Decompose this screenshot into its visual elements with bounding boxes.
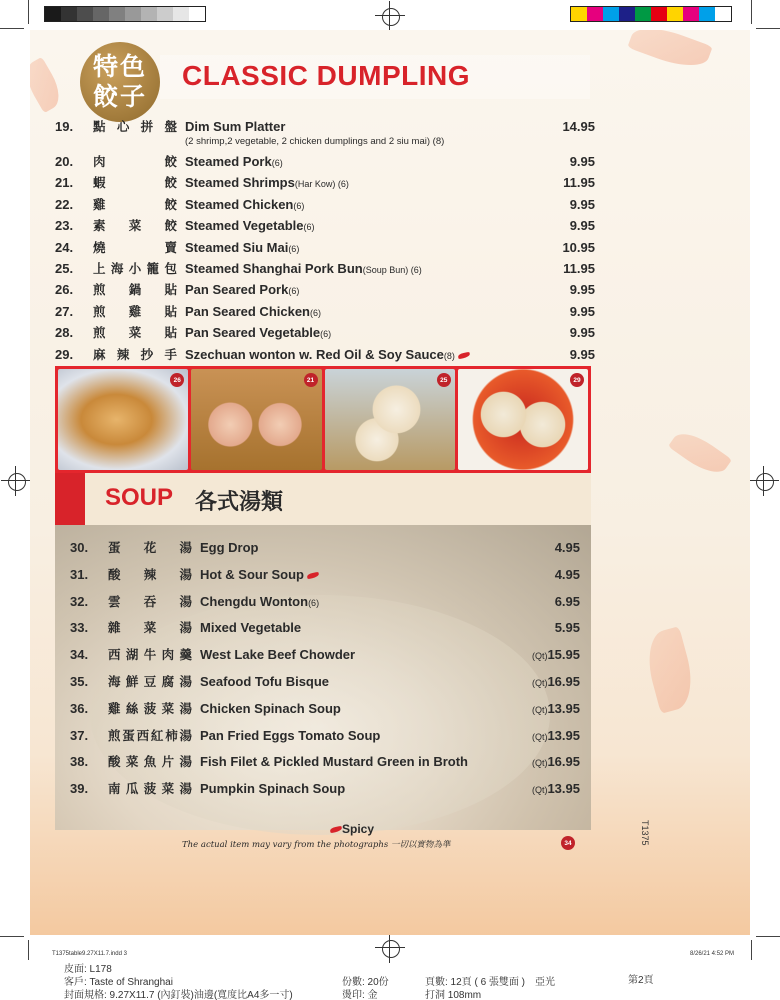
crop-mark [751, 940, 752, 960]
spicy-legend-label: Spicy [342, 822, 375, 836]
item-name-en [200, 594, 500, 609]
item-price: 9.95 [569, 196, 595, 212]
chili-icon [457, 351, 470, 358]
item-price-value: 4.95 [554, 540, 580, 555]
item-number: 22. [55, 196, 74, 212]
menu-item-row [55, 117, 595, 152]
gray-swatch [45, 7, 61, 21]
gray-swatch [141, 7, 157, 21]
item-name-en-text: Pan Seared Chicken [185, 303, 310, 319]
badge-line-2: 餃子 [92, 82, 147, 111]
slug-datetime: 8/26/21 4:52 PM [690, 951, 735, 957]
menu-item-row [55, 195, 595, 216]
item-number: 33. [70, 620, 89, 636]
item-name-en-text: Mixed Vegetable [200, 620, 302, 636]
photo-item-tag: 21 [304, 373, 318, 387]
menu-item-row [55, 152, 595, 173]
item-name-en [200, 620, 500, 635]
gray-swatch [93, 7, 109, 21]
page-number-marker: 34 [561, 836, 575, 850]
petal-decoration [30, 57, 67, 113]
item-price [500, 674, 580, 689]
photo-shanghai-pork-bun [325, 369, 455, 470]
item-name-zh: 蝦 餃 [93, 175, 177, 191]
item-price: 9.95 [569, 346, 595, 362]
gray-swatch [189, 7, 205, 21]
item-name-zh: 燒 賣 [93, 239, 177, 255]
crop-mark [756, 28, 780, 29]
quart-label: (Qt) [531, 704, 548, 715]
item-note: (6) [288, 286, 300, 297]
color-swatch [603, 7, 619, 21]
item-name-en-text: Egg Drop [200, 540, 259, 555]
item-price [500, 781, 580, 796]
soup-item-row [70, 779, 580, 806]
item-price: 9.95 [569, 218, 595, 234]
item-name-en-text: Pumpkin Spinach Soup [200, 781, 346, 797]
petal-decoration [640, 626, 699, 714]
soup-section-banner [55, 473, 591, 525]
color-swatch [683, 7, 699, 21]
item-name-en [185, 197, 535, 212]
item-note: (Soup Bun) (6) [362, 264, 422, 275]
slug-pages: 頁數: 12頁 ( 6 張雙面 ) 亞光 [425, 977, 556, 988]
item-name-zh: 肉 餃 [93, 154, 177, 169]
section-title-soup: SOUP [105, 484, 174, 511]
item-price-value: 16.95 [547, 754, 580, 770]
gray-swatch [173, 7, 189, 21]
item-price: 14.95 [562, 119, 595, 134]
color-swatch [715, 7, 731, 21]
item-name-en [185, 175, 535, 190]
crop-mark [751, 0, 752, 24]
registration-mark-top [375, 1, 405, 31]
color-swatch [651, 7, 667, 21]
soup-item-row [70, 672, 580, 699]
item-note: (Har Kow) (6) [294, 179, 349, 190]
job-code: T1375 [640, 820, 650, 846]
quart-label: (Qt) [531, 758, 548, 769]
photo-pan-seared-pork [58, 369, 188, 470]
menu-item-row [55, 302, 595, 323]
item-name-en [185, 154, 535, 169]
item-name-en [200, 567, 500, 582]
item-name-zh: 煎蛋西紅柿湯 [108, 727, 192, 743]
item-number: 29. [55, 346, 74, 362]
dumpling-photo-strip [55, 366, 591, 473]
menu-item-row [55, 173, 595, 194]
gray-color-bar [44, 6, 206, 22]
item-name-en [185, 240, 535, 255]
item-note: (6) [293, 200, 305, 211]
photo-szechuan-wonton [458, 369, 588, 470]
gray-swatch [157, 7, 173, 21]
item-price: 10.95 [562, 239, 595, 255]
item-name-en-text: Steamed Vegetable [185, 218, 304, 234]
item-number: 38. [70, 754, 89, 770]
item-name-en-text: Steamed Shanghai Pork Bun [185, 260, 363, 276]
item-price: 9.95 [569, 325, 595, 341]
item-name-zh: 麻辣抄手 [93, 346, 177, 362]
item-name-zh: 海鮮豆腐湯 [108, 673, 192, 689]
item-name-zh: 酸菜魚片湯 [108, 754, 192, 770]
item-price-value: 13.95 [547, 727, 580, 743]
item-price-value: 13.95 [547, 781, 580, 797]
spicy-legend [327, 822, 374, 836]
soup-item-row [70, 592, 580, 619]
menu-item-row [55, 259, 595, 280]
item-price: 11.95 [563, 260, 595, 276]
item-price [500, 540, 580, 555]
item-number: 20. [55, 154, 74, 169]
item-number: 21. [55, 175, 74, 191]
item-number: 30. [70, 540, 89, 555]
item-name-en [185, 325, 535, 340]
menu-item-row [55, 323, 595, 344]
item-name-en [200, 647, 500, 662]
item-name-en-text: Seafood Tofu Bisque [200, 673, 330, 689]
slug-filename: T1375table9.27X11.7.indd 3 [52, 951, 127, 957]
item-price: 9.95 [569, 282, 595, 298]
color-swatch [571, 7, 587, 21]
item-number: 27. [55, 303, 74, 319]
item-price-value: 6.95 [554, 593, 580, 609]
item-name-en-text: Steamed Shrimps [185, 175, 295, 191]
gray-swatch [109, 7, 125, 21]
color-swatch [587, 7, 603, 21]
item-note: (6) [288, 243, 300, 254]
gray-swatch [125, 7, 141, 21]
crop-mark [756, 936, 780, 937]
item-name-en [200, 781, 500, 796]
registration-mark-left [1, 466, 31, 496]
registration-mark-bottom [375, 933, 405, 963]
item-name-zh: 酸辣湯 [108, 566, 192, 582]
photo-disclaimer: The actual item may vary from the photographs 一切以實物為準 [182, 840, 451, 850]
chili-icon [307, 572, 320, 579]
item-name-zh: 雲吞湯 [108, 593, 192, 609]
slug-page-label: 皮面: L178 [64, 964, 112, 975]
photo-steamed-shrimps [191, 369, 321, 470]
item-name-en [185, 261, 535, 276]
item-number: 39. [70, 781, 89, 797]
section-title-dumpling: CLASSIC DUMPLING [182, 60, 470, 91]
petal-decoration [627, 30, 712, 75]
item-name-en [200, 701, 500, 716]
item-name-en [200, 540, 500, 555]
item-name-zh: 煎菜貼 [93, 325, 177, 341]
crop-mark [28, 0, 29, 24]
item-name-zh: 雞絲菠菜湯 [108, 700, 192, 716]
item-name-en-text: Pan Fried Eggs Tomato Soup [200, 727, 381, 743]
crop-mark [28, 940, 29, 960]
dumpling-menu-list [55, 117, 595, 366]
menu-item-row [55, 345, 595, 366]
photo-item-tag: 25 [437, 373, 451, 387]
item-number: 32. [70, 593, 89, 609]
item-name-en-text: Chengdu Wonton [200, 593, 309, 609]
item-price [500, 647, 580, 662]
item-name-zh: 煎雞貼 [93, 303, 177, 319]
specialty-dumpling-badge [80, 42, 160, 122]
item-note: (6) [310, 307, 321, 318]
item-price [500, 620, 580, 635]
quart-label: (Qt) [531, 677, 548, 688]
crop-mark [0, 28, 24, 29]
item-name-zh: 雜菜湯 [108, 620, 192, 636]
item-name-en [200, 728, 500, 743]
item-name-en [200, 754, 500, 769]
item-price [500, 754, 580, 769]
item-name-zh: 西湖牛肉羹 [108, 647, 192, 663]
item-name-en [185, 218, 535, 233]
slug-print: 燙印: 金 [342, 990, 378, 1000]
item-number: 37. [70, 727, 89, 743]
color-swatch [699, 7, 715, 21]
item-name-en-text: Pan Seared Vegetable [185, 325, 321, 341]
item-name-en [185, 282, 535, 297]
item-number: 31. [70, 566, 89, 582]
menu-item-row [55, 280, 595, 301]
item-price [500, 728, 580, 743]
item-name-zh: 點心拼盤 [93, 119, 177, 134]
banner-accent [55, 473, 85, 525]
color-swatch [667, 7, 683, 21]
item-name-en-text: West Lake Beef Chowder [200, 647, 356, 663]
soup-item-row [70, 645, 580, 672]
item-price [500, 594, 580, 609]
item-name-en-text: Steamed Siu Mai [185, 239, 289, 255]
soup-item-row [70, 699, 580, 726]
item-name-en-text: Steamed Pork [185, 154, 272, 169]
item-name-zh: 煎鍋貼 [93, 282, 177, 298]
item-price [500, 567, 580, 582]
item-name-en-text: Dim Sum Platter [185, 119, 286, 134]
item-price: 11.95 [563, 175, 595, 191]
item-note: (6) [271, 158, 283, 168]
item-name-zh: 雞 餃 [93, 196, 177, 212]
section-title-soup-zh: 各式湯類 [195, 490, 284, 515]
item-number: 28. [55, 325, 74, 341]
item-number: 25. [55, 260, 74, 276]
item-number: 34. [70, 647, 89, 663]
item-price-value: 13.95 [547, 700, 580, 716]
soup-item-row [70, 538, 580, 565]
menu-item-row [55, 238, 595, 259]
item-number: 36. [70, 700, 89, 716]
slug-hole: 打洞 108mm [425, 990, 482, 1000]
item-number: 35. [70, 673, 89, 689]
item-number: 24. [55, 239, 74, 255]
item-number: 26. [55, 282, 74, 298]
item-name-zh: 蛋花湯 [108, 540, 192, 555]
quart-label: (Qt) [531, 785, 548, 796]
item-name-en-text: Pan Seared Pork [185, 282, 289, 298]
item-name-en [185, 304, 535, 319]
item-name-en-text: Chicken Spinach Soup [200, 700, 341, 716]
item-price: 9.95 [569, 154, 595, 169]
menu-item-row [55, 216, 595, 237]
chili-icon [330, 826, 343, 833]
quart-label: (Qt) [531, 731, 548, 742]
item-number: 19. [55, 119, 74, 134]
slug-spec: 封面規格: 9.27X11.7 (內釘裝)油邊(寬度比A4多一寸) [64, 990, 293, 1000]
soup-item-row [70, 726, 580, 753]
slug-client: 客戶: Taste of Shranghai [64, 977, 173, 988]
item-name-en-text: Fish Filet & Pickled Mustard Green in Broth [200, 754, 468, 770]
crop-mark [0, 936, 24, 937]
item-name-en-text: Steamed Chicken [185, 196, 294, 212]
item-name-zh: 南瓜菠菜湯 [108, 781, 192, 797]
soup-item-row [70, 565, 580, 592]
soup-item-row [70, 618, 580, 645]
slug-sheet: 第2頁 [628, 975, 654, 986]
gray-swatch [77, 7, 93, 21]
item-name-en [200, 674, 500, 689]
quart-label: (Qt) [531, 651, 548, 662]
photo-item-tag: 26 [170, 373, 184, 387]
item-name-en-text: Szechuan wonton w. Red Oil & Soy Sauce [185, 346, 444, 362]
soup-item-row [70, 752, 580, 779]
badge-line-1: 特色 [92, 52, 147, 81]
item-price-value: 4.95 [554, 566, 580, 582]
color-swatch [619, 7, 635, 21]
soup-menu-list [70, 538, 580, 806]
petal-decoration [668, 425, 732, 481]
item-number: 23. [55, 218, 74, 234]
item-name-zh: 上海小籠包 [93, 260, 177, 276]
slug-copies: 份數: 20份 [342, 977, 389, 988]
item-price-value: 5.95 [554, 620, 580, 636]
item-note: (8) [443, 350, 455, 361]
photo-item-tag: 29 [570, 373, 584, 387]
color-swatch [635, 7, 651, 21]
item-name-en-text: Hot & Sour Soup [200, 566, 304, 582]
item-note: (6) [303, 222, 315, 233]
item-name-en [185, 119, 535, 147]
item-name-zh: 素菜餃 [93, 218, 177, 234]
gray-swatch [61, 7, 77, 21]
item-price: 9.95 [569, 303, 595, 319]
item-price-value: 16.95 [547, 673, 580, 689]
item-name-en [185, 347, 535, 362]
registration-mark-right [749, 466, 779, 496]
item-description: (2 shrimp,2 vegetable, 2 chicken dumplings and 2 siu mai) (8) [185, 136, 445, 147]
item-note: (6) [308, 597, 320, 608]
item-note: (6) [320, 329, 332, 340]
cmyk-color-bar [570, 6, 732, 22]
item-price [500, 701, 580, 716]
item-price-value: 15.95 [547, 647, 580, 663]
